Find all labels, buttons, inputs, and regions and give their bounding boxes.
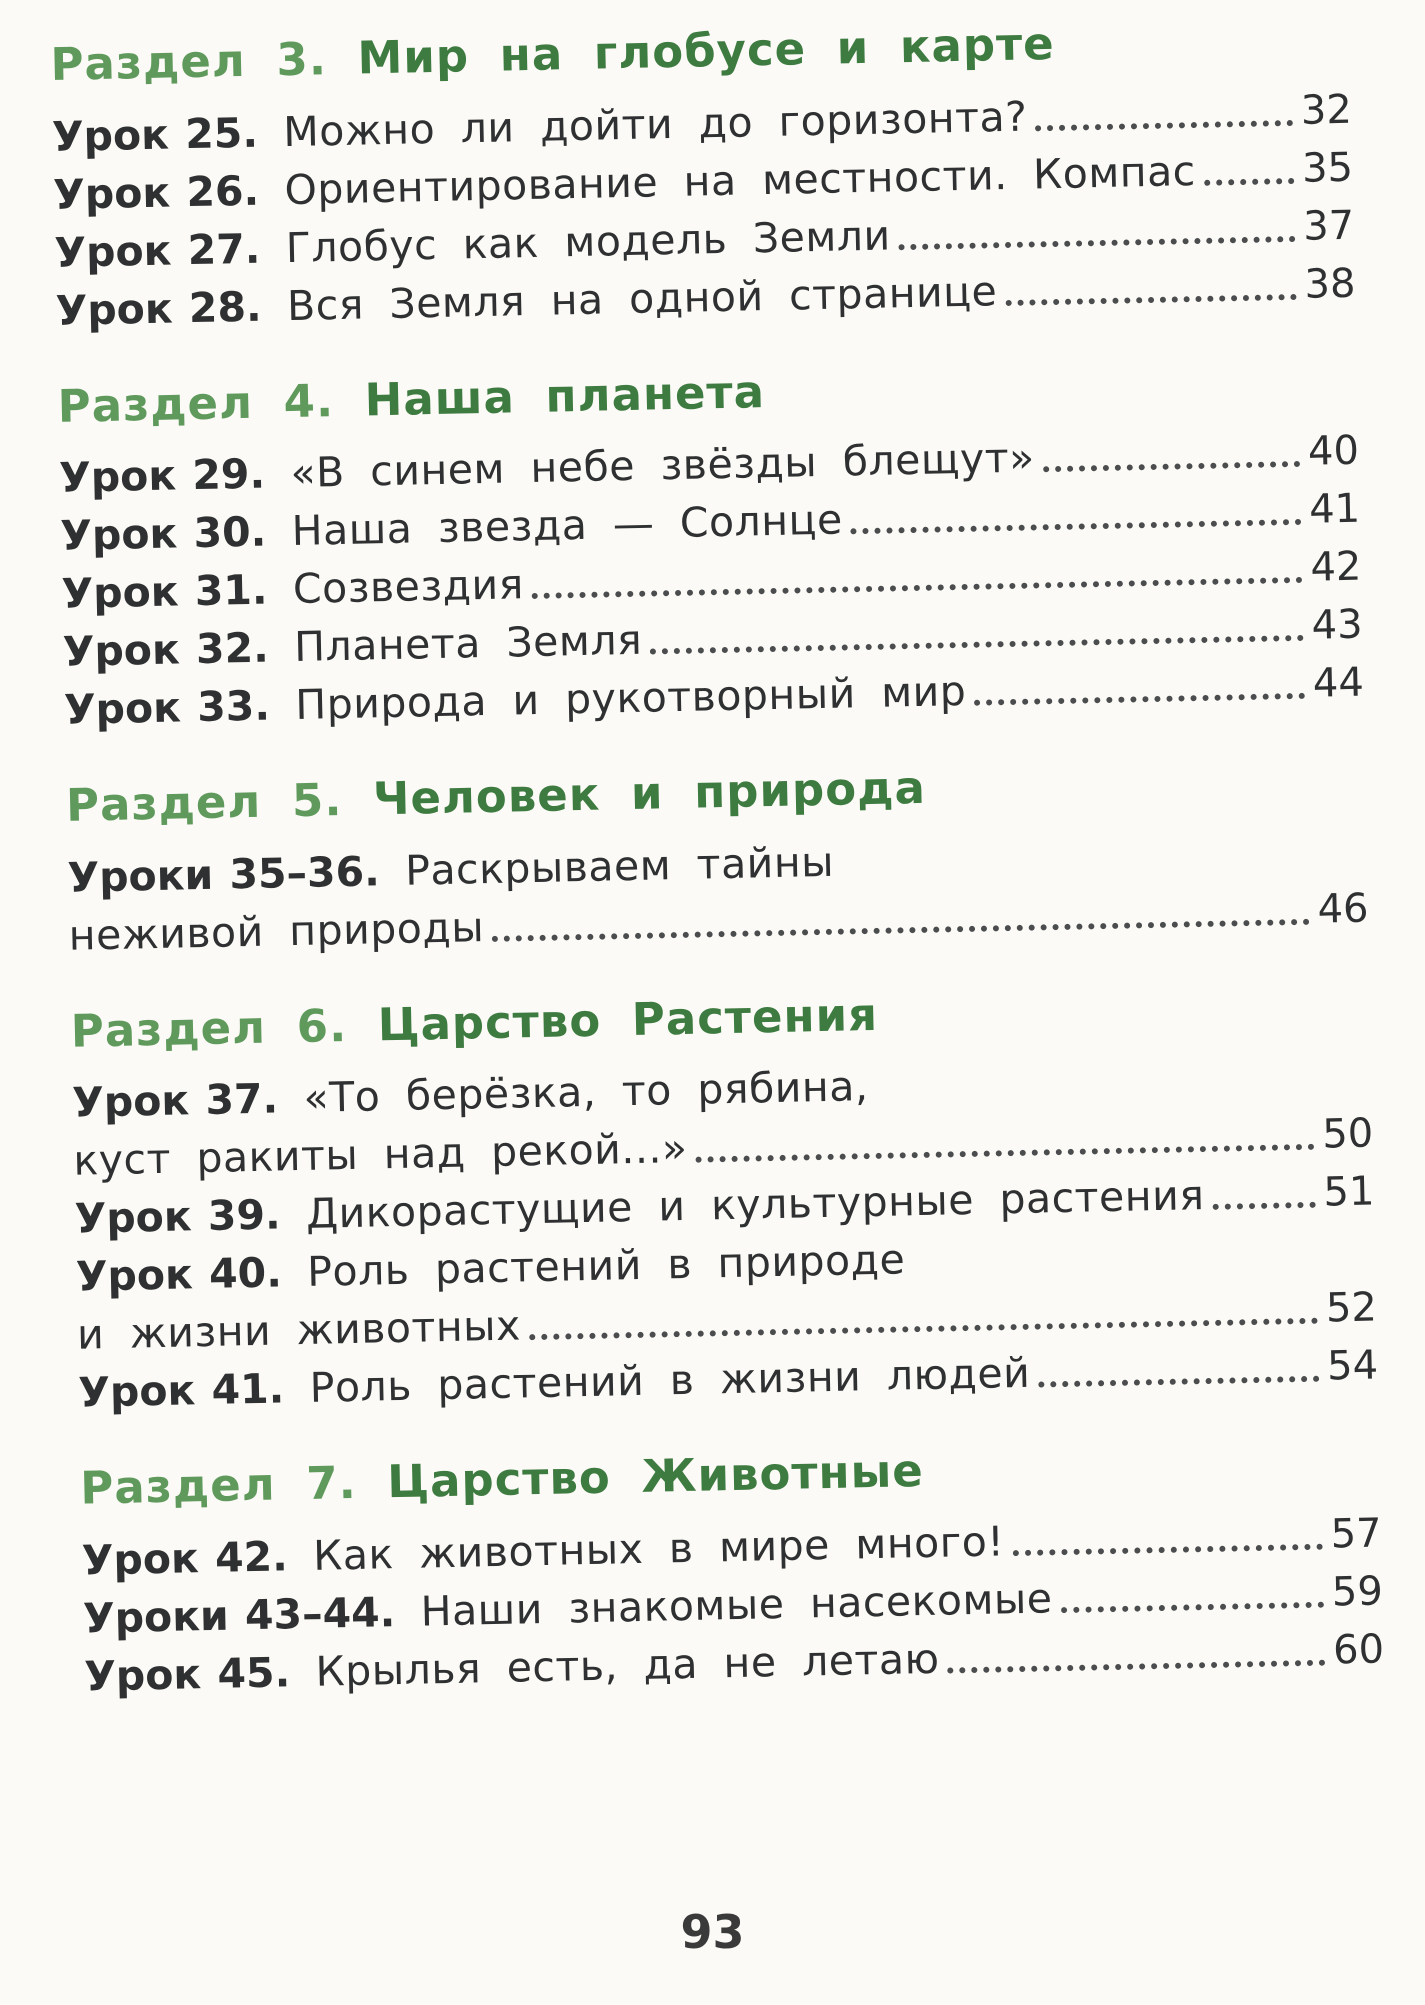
section-7	[80, 1436, 1385, 1705]
lesson-label: Урок 25.	[51, 108, 259, 161]
section-name: Человек и природа	[372, 760, 927, 826]
section-5	[66, 754, 1370, 965]
dot-leader	[948, 1659, 1326, 1673]
lesson-title-line-1: «То берёзка, то рябина,	[303, 1062, 869, 1122]
dot-leader	[1012, 1543, 1323, 1556]
section-title	[80, 1436, 1381, 1513]
lesson-title: Наша звезда — Солнце	[291, 495, 844, 556]
lesson-label: Урок 33.	[63, 681, 271, 734]
lesson-title: Планета Земля	[293, 615, 643, 672]
section-label: Раздел 3.	[49, 32, 328, 91]
lesson-title: Крылья есть, да не летаю	[315, 1634, 940, 1696]
lesson-label: Урок 37.	[71, 1074, 279, 1127]
section-name: Наша планета	[364, 364, 766, 426]
lesson-label: Урок 42.	[81, 1531, 289, 1585]
dot-leader	[1005, 293, 1296, 305]
section-name: Мир на глобусе и карте	[356, 16, 1056, 85]
page-ref: 50	[1321, 1110, 1374, 1158]
lesson-label: Урок 29.	[58, 449, 266, 502]
page-ref: 37	[1302, 202, 1355, 250]
page-ref: 52	[1325, 1284, 1378, 1332]
dot-leader	[1061, 1601, 1325, 1613]
section-title	[50, 13, 1351, 90]
section-label: Раздел 5.	[65, 773, 343, 832]
page-ref: 42	[1309, 543, 1362, 591]
lesson-label: Урок 41.	[77, 1364, 285, 1417]
lesson-label: Урок 27.	[53, 224, 261, 277]
page-ref: 32	[1300, 86, 1353, 134]
section-4	[57, 354, 1364, 739]
lesson-title-line-2: неживой природы	[68, 902, 485, 960]
dot-leader	[1043, 461, 1300, 472]
lesson-title: Как животных в мире много!	[312, 1516, 1005, 1580]
lesson-label: Урок 28.	[55, 282, 262, 335]
section-title	[70, 979, 1371, 1056]
lesson-title-line-2: и жизни животных	[76, 1301, 522, 1359]
page-ref: 51	[1323, 1168, 1375, 1216]
lesson-title: Созвездия	[292, 560, 525, 614]
lesson-title-line-2: куст ракиты над рекой...»	[72, 1123, 688, 1185]
lesson-label: Уроки 35–36.	[67, 846, 381, 902]
page-ref: 35	[1301, 144, 1354, 192]
page-ref: 59	[1331, 1567, 1384, 1615]
page-number: 93	[680, 1905, 745, 1959]
lesson-title: Можно ли дойти до горизонта?	[282, 92, 1028, 156]
lesson-title-line-1: Раскрываем тайны	[404, 837, 835, 895]
dot-leader	[1038, 1376, 1319, 1388]
section-label: Раздел 4.	[57, 373, 335, 433]
lesson-label: Урок 40.	[75, 1248, 283, 1301]
page-ref: 57	[1330, 1509, 1383, 1558]
page-ref: 54	[1326, 1342, 1379, 1390]
dot-leader	[899, 235, 1296, 249]
dot-leader	[650, 635, 1304, 655]
lesson-title: Природа и рукотворный мир	[294, 666, 967, 730]
dot-leader	[492, 918, 1310, 941]
section-6	[70, 979, 1378, 1422]
dot-leader	[529, 1318, 1318, 1341]
dot-leader	[532, 577, 1303, 599]
lesson-label: Урок 26.	[52, 166, 260, 219]
lesson-label: Урок 30.	[59, 507, 267, 560]
section-3	[50, 13, 1356, 340]
section-name: Царство Животные	[386, 1444, 925, 1509]
dot-leader	[1035, 119, 1293, 130]
dot-leader	[1204, 177, 1295, 185]
page-ref: 43	[1311, 601, 1364, 649]
lesson-title: Ориентирование на местности. Компас	[284, 146, 1197, 214]
section-label: Раздел 7.	[79, 1455, 358, 1515]
page-ref: 44	[1312, 659, 1365, 707]
lesson-title-line-1: Роль растений в природе	[306, 1235, 906, 1296]
section-title	[57, 354, 1358, 431]
lesson-label: Уроки 43–44.	[82, 1587, 396, 1643]
dot-leader	[851, 519, 1302, 534]
dot-leader	[1213, 1202, 1316, 1210]
lesson-label: Урок 45.	[83, 1647, 291, 1701]
toc-entry	[67, 821, 1369, 964]
lesson-title: Дикорастущие и культурные растения	[305, 1171, 1205, 1238]
lesson-title: «В синем небе звёзды блещут»	[290, 433, 1036, 498]
section-name: Царство Растения	[377, 987, 879, 1051]
section-title	[66, 754, 1367, 831]
lesson-title: Наши знакомые насекомые	[420, 1573, 1053, 1636]
page-ref: 41	[1308, 485, 1361, 533]
table-of-contents	[50, 13, 1385, 1747]
lesson-title: Вся Земля на одной странице	[286, 266, 998, 330]
section-label: Раздел 6.	[70, 998, 348, 1058]
lesson-label: Урок 32.	[62, 623, 270, 676]
lesson-label: Урок 31.	[61, 565, 268, 618]
page-ref: 38	[1304, 260, 1356, 308]
dot-leader	[696, 1144, 1315, 1163]
lesson-title: Роль растений в жизни людей	[309, 1348, 1031, 1412]
lesson-title: Глобус как модель Земли	[285, 210, 892, 272]
page-ref: 46	[1317, 885, 1369, 933]
page-ref: 60	[1332, 1625, 1385, 1673]
page-ref: 40	[1307, 427, 1360, 475]
dot-leader	[974, 693, 1305, 706]
lesson-label: Урок 39.	[74, 1190, 282, 1243]
